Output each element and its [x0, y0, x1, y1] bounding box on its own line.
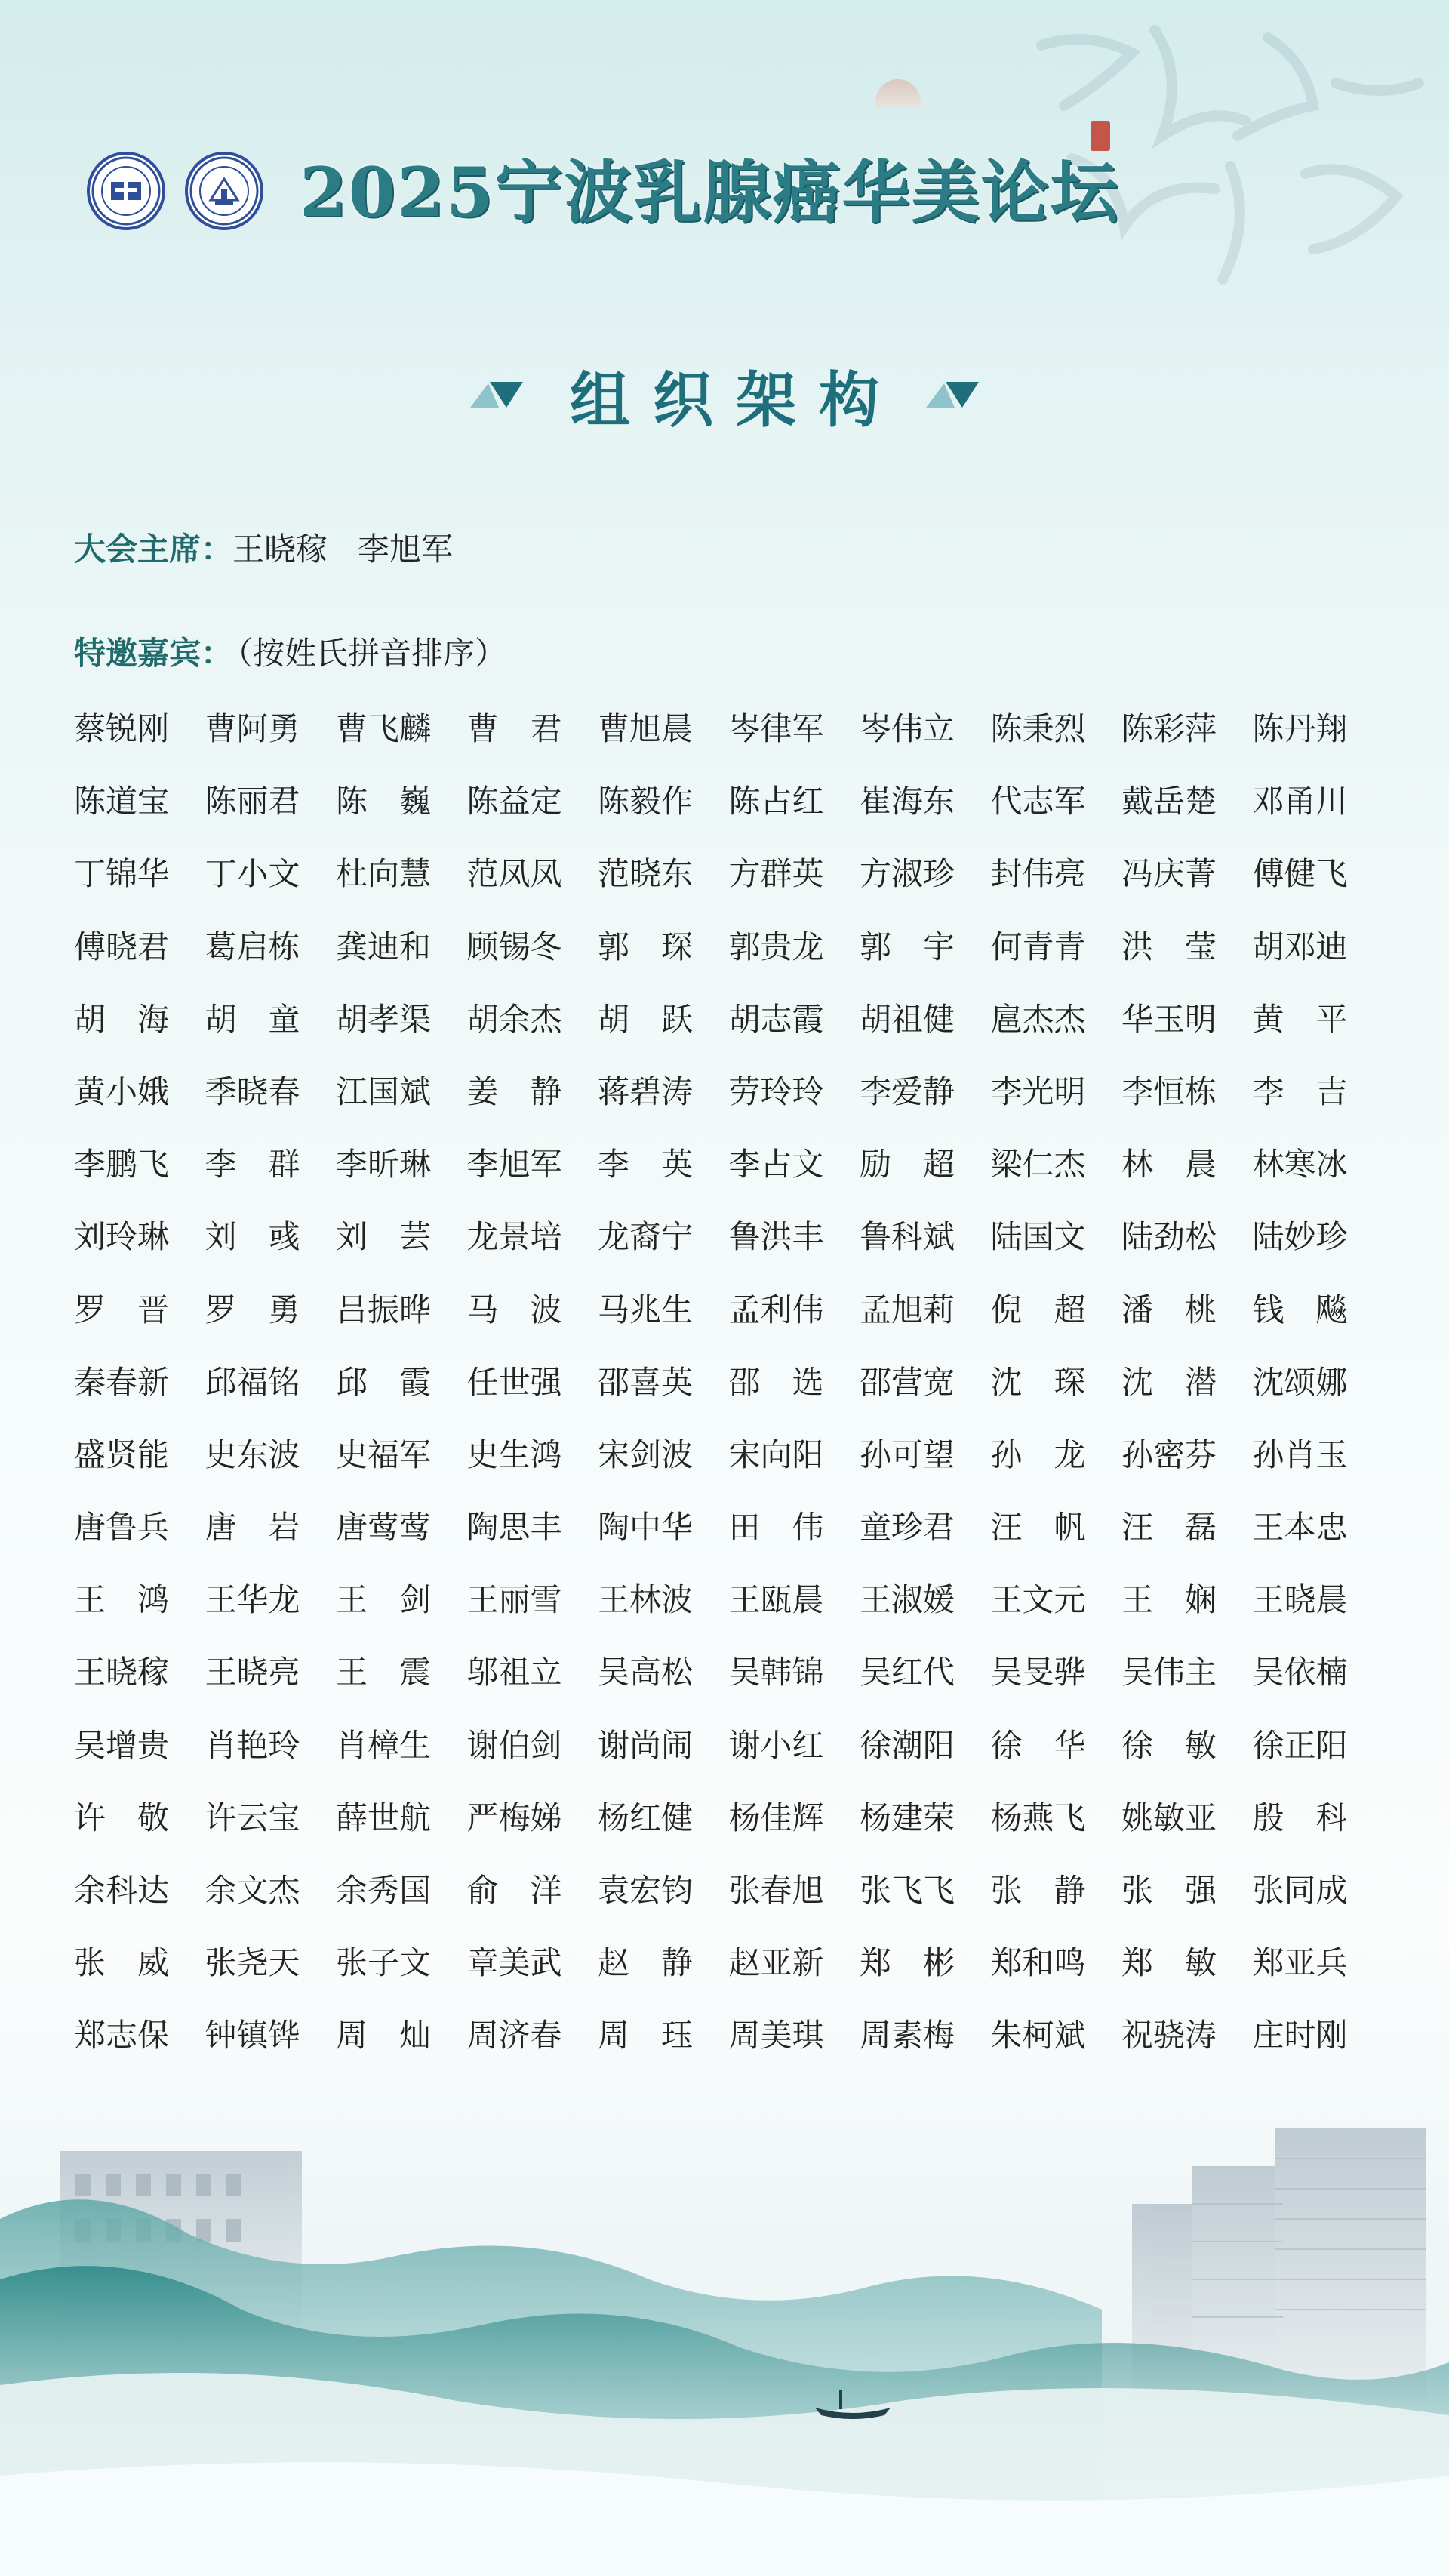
guest-name: 胡 童: [205, 1000, 300, 1038]
guest-name: 张 强: [1121, 1872, 1217, 1909]
guest-name: 严梅娣: [466, 1799, 562, 1836]
guest-name: 吴旻骅: [990, 1654, 1086, 1691]
guests-heading: [74, 632, 506, 675]
guest-name: 田 伟: [728, 1509, 824, 1547]
red-seal-stamp: [1091, 121, 1110, 151]
guest-name: 李爱静: [860, 1073, 955, 1110]
guest-name: 孙肖玉: [1252, 1436, 1348, 1473]
guest-name: 陈彩萍: [1121, 710, 1217, 747]
guest-name: 黄 平: [1252, 1000, 1348, 1038]
guest-name: 何青青: [990, 928, 1086, 965]
guest-name: 唐莺莺: [336, 1509, 432, 1547]
guest-name: 罗 晋: [74, 1291, 170, 1328]
guest-name: 郑和鸣: [990, 1944, 1086, 1982]
guest-name: 岑伟立: [860, 710, 955, 747]
guest-name: 陈丽君: [205, 783, 300, 820]
guest-name: 俞 洋: [466, 1872, 562, 1909]
guest-name: 劳玲玲: [728, 1073, 824, 1110]
guest-name: 余文杰: [205, 1872, 300, 1909]
guest-name: 郑 彬: [860, 1944, 955, 1982]
guest-name: 杨佳辉: [728, 1799, 824, 1836]
guest-name: 张 威: [74, 1944, 170, 1982]
guest-name: 代志军: [990, 783, 1086, 820]
guest-name: 孟旭莉: [860, 1291, 955, 1328]
guest-name: 陈丹翔: [1252, 710, 1348, 747]
triangle-pair-icon: [469, 377, 525, 412]
landscape-scenery: [0, 2083, 1449, 2576]
guest-name: 谢小红: [728, 1726, 824, 1764]
guest-name: 蔡锐刚: [74, 710, 170, 747]
guest-name: 陈益定: [466, 783, 562, 820]
guest-name: 孙可望: [860, 1436, 955, 1473]
guest-name: 郑 敏: [1121, 1944, 1217, 1982]
guest-name: 史福军: [336, 1436, 432, 1473]
guest-name: 邵 选: [728, 1363, 824, 1401]
guest-name: 吴韩锦: [728, 1654, 824, 1691]
guest-name: 盛贤能: [74, 1436, 170, 1473]
guest-name: 杨红健: [598, 1799, 694, 1836]
guest-name: 李昕琳: [336, 1146, 432, 1183]
guest-name: 周 灿: [336, 2017, 432, 2054]
guest-name: 傅晓君: [74, 928, 170, 965]
guest-name: 王晓亮: [205, 1654, 300, 1691]
guest-name: 肖樟生: [336, 1726, 432, 1764]
guest-name: 江国斌: [336, 1073, 432, 1110]
guest-name: 戴岳楚: [1121, 783, 1217, 820]
guest-name: 丁小文: [205, 855, 300, 893]
guest-name: 余科达: [74, 1872, 170, 1909]
guest-name: 傅健飞: [1252, 855, 1348, 893]
guest-name: 蒋碧涛: [598, 1073, 694, 1110]
guest-name: 徐 华: [990, 1726, 1086, 1764]
chair-name: 李旭军: [358, 531, 454, 568]
guest-name: 唐 岩: [205, 1509, 300, 1547]
guest-name: 王晓稼: [74, 1654, 170, 1691]
guest-name: 郑志保: [74, 2017, 170, 2054]
guest-name: 邵营宽: [860, 1363, 955, 1401]
university-emblem-icon: [185, 152, 263, 230]
guest-name: 周素梅: [860, 2017, 955, 2054]
guest-name: 刘 芸: [336, 1218, 432, 1256]
guest-name: 刘玲琳: [74, 1218, 170, 1256]
guest-name: 宋向阳: [728, 1436, 824, 1473]
guest-name: 钟镇铧: [205, 2017, 300, 2054]
guest-name: 罗 勇: [205, 1291, 300, 1328]
guest-name: 胡邓迪: [1252, 928, 1348, 965]
guest-name: 杨建荣: [860, 1799, 955, 1836]
guest-name: 史东波: [205, 1436, 300, 1473]
chair-label: 大会主席：: [74, 531, 233, 568]
guest-name: 郭 宇: [860, 928, 955, 965]
guest-name: 龙景培: [466, 1218, 562, 1256]
guest-name: 邱福铭: [205, 1363, 300, 1401]
guest-name: 沈 琛: [990, 1363, 1086, 1401]
guest-name: 潘 桃: [1121, 1291, 1217, 1328]
guest-name: 郭 琛: [598, 928, 694, 965]
guest-name: 方群英: [728, 855, 824, 893]
guest-name: 徐潮阳: [860, 1726, 955, 1764]
triangle-pair-icon: [924, 377, 980, 412]
guest-name: 王丽雪: [466, 1581, 562, 1619]
guest-name: 胡余杰: [466, 1000, 562, 1038]
guest-name: 陈毅作: [598, 783, 694, 820]
guest-name: 封伟亮: [990, 855, 1086, 893]
guest-name: 周美琪: [728, 2017, 824, 2054]
guest-name: 姜 静: [466, 1073, 562, 1110]
guest-name: 李恒栋: [1121, 1073, 1217, 1110]
guest-name: 鲁科斌: [860, 1218, 955, 1256]
guest-name: 王 鸿: [74, 1581, 170, 1619]
guest-name: 曹阿勇: [205, 710, 300, 747]
section-title: 组织架构: [570, 365, 902, 435]
forum-title: 2025宁波乳腺癌华美论坛: [300, 152, 1120, 232]
guest-name: 陈占红: [728, 783, 824, 820]
guests-label: 特邀嘉宾：: [74, 635, 233, 672]
guest-name: 龙裔宁: [598, 1218, 694, 1256]
guest-name: 陆国文: [990, 1218, 1086, 1256]
guest-name: 吴高松: [598, 1654, 694, 1691]
guest-name: 陶思丰: [466, 1509, 562, 1547]
guest-name: 梁仁杰: [990, 1146, 1086, 1183]
guest-name: 孙密芬: [1121, 1436, 1217, 1473]
guest-name-grid: [74, 703, 1383, 2083]
guest-name: 祝骁涛: [1121, 2017, 1217, 2054]
guest-name: 胡孝渠: [336, 1000, 432, 1038]
guest-name: 章美武: [466, 1944, 562, 1982]
guest-name: 华玉明: [1121, 1000, 1217, 1038]
guest-name: 林寒冰: [1252, 1146, 1348, 1183]
guest-name: 邱 霞: [336, 1363, 432, 1401]
guest-name: 薛世航: [336, 1799, 432, 1836]
guest-name: 王瓯晨: [728, 1581, 824, 1619]
guest-name: 任世强: [466, 1363, 562, 1401]
guest-name: 范凤凤: [466, 855, 562, 893]
guest-name: 张尧天: [205, 1944, 300, 1982]
guest-name: 王本忠: [1252, 1509, 1348, 1547]
guest-name: 陶中华: [598, 1509, 694, 1547]
guest-name: 史生鸿: [466, 1436, 562, 1473]
guest-name: 刘 彧: [205, 1218, 300, 1256]
guest-name: 胡祖健: [860, 1000, 955, 1038]
guest-name: 周济春: [466, 2017, 562, 2054]
guest-name: 袁宏钧: [598, 1872, 694, 1909]
guest-name: 范晓东: [598, 855, 694, 893]
guest-name: 黄小娥: [74, 1073, 170, 1110]
guest-name: 王淑媛: [860, 1581, 955, 1619]
guest-name: 王林波: [598, 1581, 694, 1619]
guest-name: 吴增贵: [74, 1726, 170, 1764]
guest-name: 徐正阳: [1252, 1726, 1348, 1764]
guest-name: 吴红代: [860, 1654, 955, 1691]
guest-name: 许云宝: [205, 1799, 300, 1836]
guest-name: 倪 超: [990, 1291, 1086, 1328]
guest-name: 徐 敏: [1121, 1726, 1217, 1764]
guest-name: 庄时刚: [1252, 2017, 1348, 2054]
guest-name: 钱 飚: [1252, 1291, 1348, 1328]
guest-name: 谢尚闹: [598, 1726, 694, 1764]
guest-name: 龚迪和: [336, 928, 432, 965]
guest-name: 赵 静: [598, 1944, 694, 1982]
guest-name: 胡志霞: [728, 1000, 824, 1038]
guest-name: 李 群: [205, 1146, 300, 1183]
hospital-emblem-icon: [87, 152, 165, 230]
guest-name: 胡 跃: [598, 1000, 694, 1038]
guest-name: 孙 龙: [990, 1436, 1086, 1473]
guest-name: 殷 科: [1252, 1799, 1348, 1836]
guest-name: 陈道宝: [74, 783, 170, 820]
guest-name: 鲁洪丰: [728, 1218, 824, 1256]
guest-name: 肖艳玲: [205, 1726, 300, 1764]
guest-name: 谢伯剑: [466, 1726, 562, 1764]
guest-name: 吴伟主: [1121, 1654, 1217, 1691]
guest-name: 汪 磊: [1121, 1509, 1217, 1547]
guest-name: 葛启栋: [205, 928, 300, 965]
guest-name: 沈颂娜: [1252, 1363, 1348, 1401]
guest-name: 王 剑: [336, 1581, 432, 1619]
rising-sun-decoration: [875, 79, 921, 108]
guest-name: 童珍君: [860, 1509, 955, 1547]
guest-name: 方淑珍: [860, 855, 955, 893]
guest-name: 李鹏飞: [74, 1146, 170, 1183]
guest-name: 陈 巍: [336, 783, 432, 820]
guest-name: 姚敏亚: [1121, 1799, 1217, 1836]
guest-name: 岑律军: [728, 710, 824, 747]
guest-name: 朱柯斌: [990, 2017, 1086, 2054]
guest-name: 王华龙: [205, 1581, 300, 1619]
guest-name: 吕振晔: [336, 1291, 432, 1328]
guest-name: 郭贵龙: [728, 928, 824, 965]
chair-name: 王晓稼: [232, 531, 328, 568]
guest-name: 周 珏: [598, 2017, 694, 2054]
guest-name: 季晓春: [205, 1073, 300, 1110]
guest-name: 马兆生: [598, 1291, 694, 1328]
guest-name: 李占文: [728, 1146, 824, 1183]
guest-name: 宋剑波: [598, 1436, 694, 1473]
guest-name: 冯庆菁: [1121, 855, 1217, 893]
guest-name: 吴依楠: [1252, 1654, 1348, 1691]
guest-name: 陆劲松: [1121, 1218, 1217, 1256]
guest-name: 陈秉烈: [990, 710, 1086, 747]
guest-name: 邵喜英: [598, 1363, 694, 1401]
guest-name: 李旭军: [466, 1146, 562, 1183]
chair-row: [74, 528, 453, 571]
guest-name: 邓甬川: [1252, 783, 1348, 820]
guest-name: 李光明: [990, 1073, 1086, 1110]
guest-name: 曹旭晨: [598, 710, 694, 747]
guest-name: 张 静: [990, 1872, 1086, 1909]
guest-name: 秦春新: [74, 1363, 170, 1401]
guest-name: 崔海东: [860, 783, 955, 820]
guest-name: 余秀国: [336, 1872, 432, 1909]
guest-name: 顾锡冬: [466, 928, 562, 965]
guest-name: 张春旭: [728, 1872, 824, 1909]
guest-name: 胡 海: [74, 1000, 170, 1038]
guest-name: 张飞飞: [860, 1872, 955, 1909]
guest-name: 扈杰杰: [990, 1000, 1086, 1038]
guest-name: 励 超: [860, 1146, 955, 1183]
guest-name: 曹 君: [466, 710, 562, 747]
guest-name: 王 娴: [1121, 1581, 1217, 1619]
guest-name: 陆妙珍: [1252, 1218, 1348, 1256]
guest-name: 李 吉: [1252, 1073, 1348, 1110]
guest-name: 林 晨: [1121, 1146, 1217, 1183]
guest-name: 王 震: [336, 1654, 432, 1691]
guest-name: 沈 潜: [1121, 1363, 1217, 1401]
guests-sort-note: （按姓氏拼音排序）: [237, 635, 507, 672]
guest-name: 孟利伟: [728, 1291, 824, 1328]
guest-name: 张子文: [336, 1944, 432, 1982]
guest-name: 马 波: [466, 1291, 562, 1328]
guest-name: 曹飞麟: [336, 710, 432, 747]
guest-name: 洪 莹: [1121, 928, 1217, 965]
guest-name: 丁锦华: [74, 855, 170, 893]
guest-name: 许 敬: [74, 1799, 170, 1836]
guest-name: 唐鲁兵: [74, 1509, 170, 1547]
guest-name: 王晓晨: [1252, 1581, 1348, 1619]
guest-name: 李 英: [598, 1146, 694, 1183]
guest-name: 郑亚兵: [1252, 1944, 1348, 1982]
guest-name: 王文元: [990, 1581, 1086, 1619]
section-heading: [0, 353, 1449, 436]
guest-name: 张同成: [1252, 1872, 1348, 1909]
guest-name: 杨燕飞: [990, 1799, 1086, 1836]
guest-name: 赵亚新: [728, 1944, 824, 1982]
guest-name: 汪 帆: [990, 1509, 1086, 1547]
header: [87, 147, 1143, 238]
guest-name: 杜向慧: [336, 855, 432, 893]
guest-name: 邬祖立: [466, 1654, 562, 1691]
